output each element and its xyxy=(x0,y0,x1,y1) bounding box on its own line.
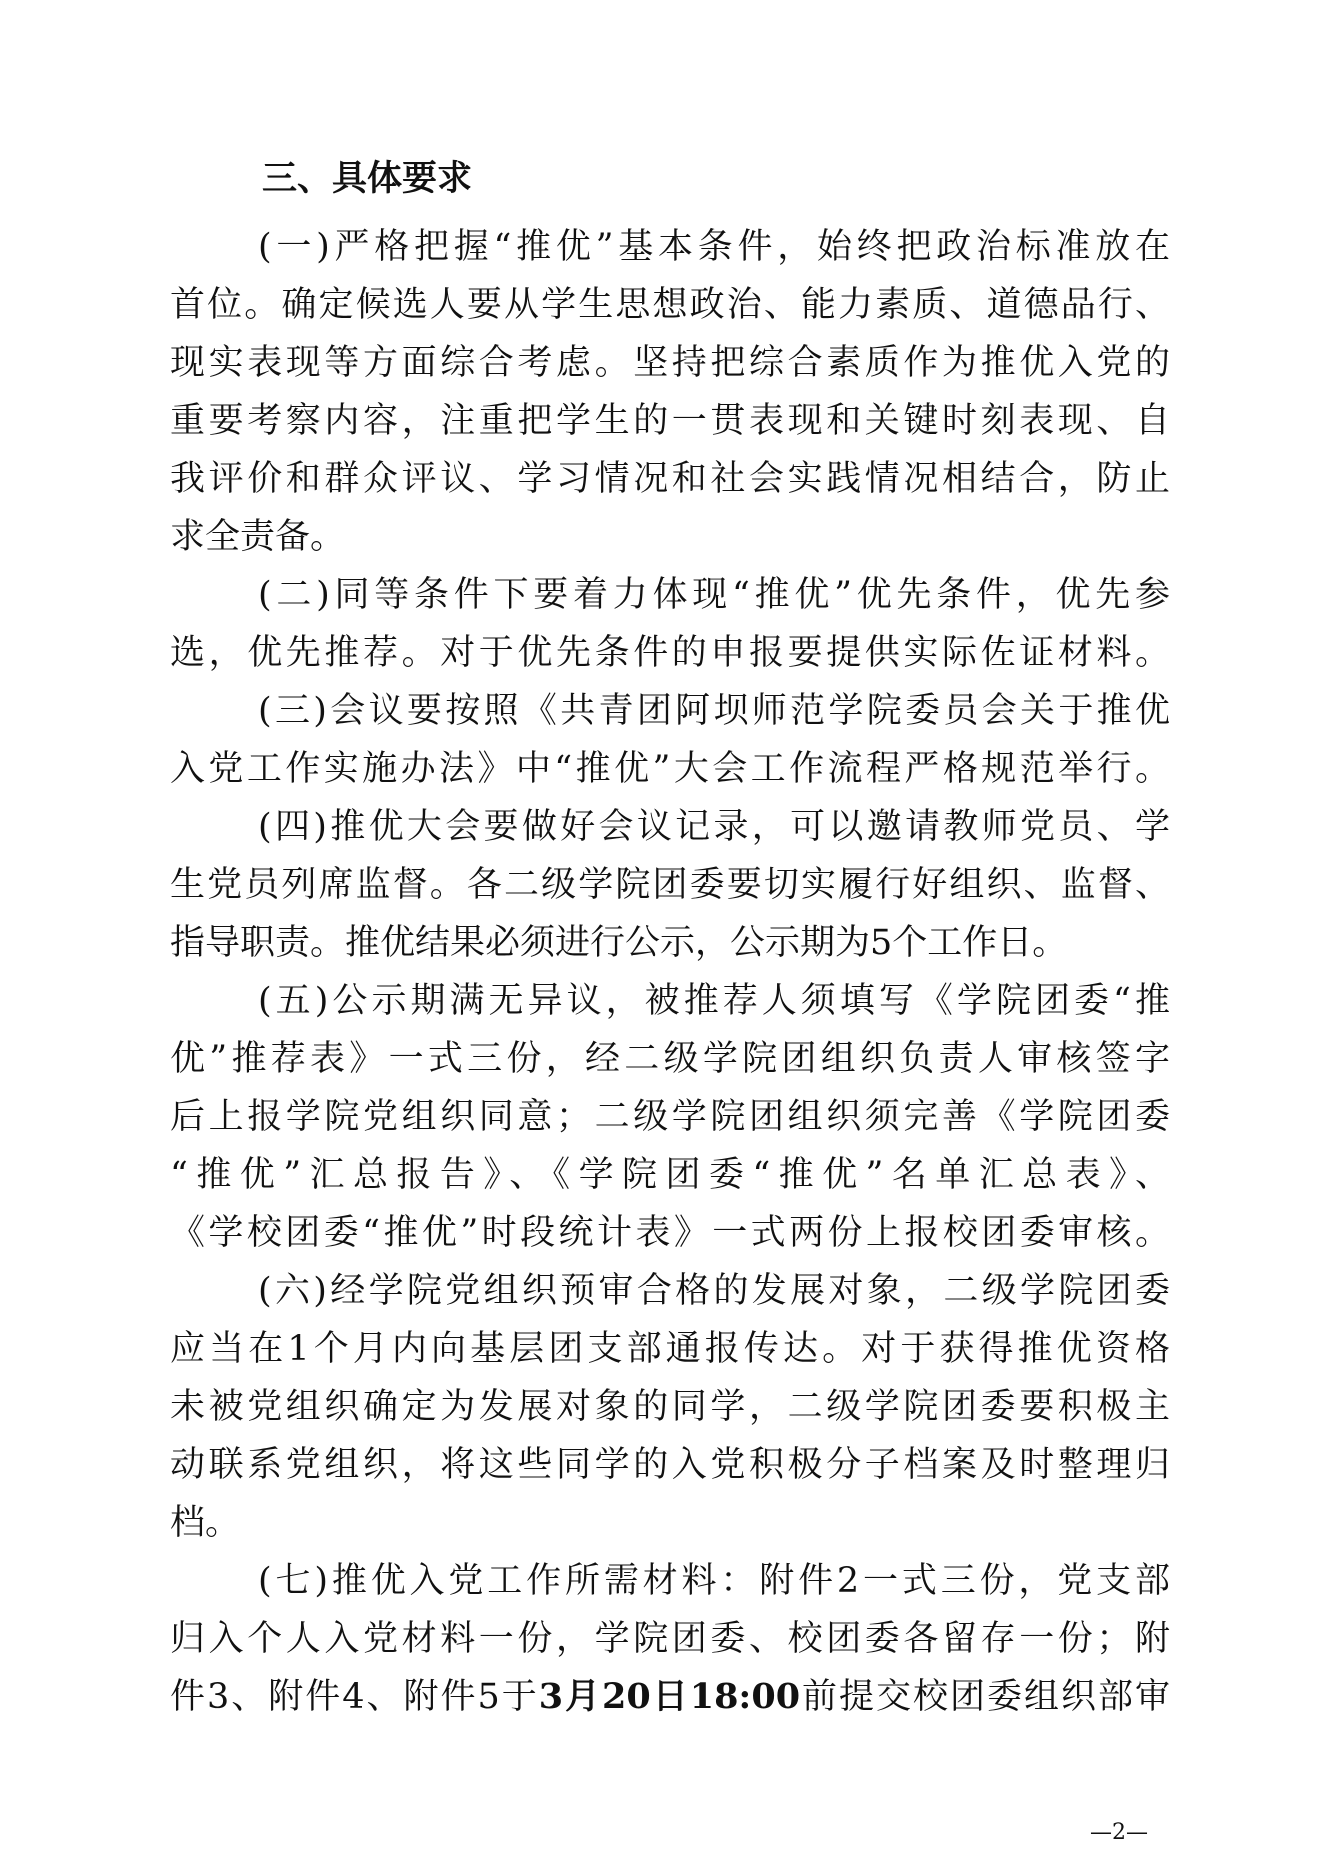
paragraph-line: 指导职责。推优结果必须进行公示，公示期为5个工作日。 xyxy=(170,923,1068,963)
paragraph-line: 应当在1个月内向基层团支部通报传达。对于获得推优资格 xyxy=(170,1329,1170,1369)
paragraph-line: 归入个人入党材料一份，学院团委、校团委各留存一份；附 xyxy=(170,1619,1170,1659)
paragraph-line: (五)公示期满无异议，被推荐人须填写《学院团委“推 xyxy=(258,981,1170,1021)
paragraph-line: 未被党组织确定为发展对象的同学，二级学院团委要积极主 xyxy=(170,1387,1170,1427)
paragraph-line: (六)经学院党组织预审合格的发展对象，二级学院团委 xyxy=(258,1271,1170,1311)
paragraph-line: 现实表现等方面综合考虑。坚持把综合素质作为推优入党的 xyxy=(170,343,1170,383)
paragraph-line: (三)会议要按照《共青团阿坝师范学院委员会关于推优 xyxy=(258,691,1170,731)
paragraph-line: 首位。确定候选人要从学生思想政治、能力素质、道德品行、 xyxy=(170,285,1170,325)
deadline-text-after: 前提交校团委组织部审 xyxy=(800,1677,1170,1717)
paragraph-line: 后上报学院党组织同意；二级学院团组织须完善《学院团委 xyxy=(170,1097,1170,1137)
paragraph-line: 选，优先推荐。对于优先条件的申报要提供实际佐证材料。 xyxy=(170,633,1170,673)
paragraph-line: 动联系党组织，将这些同学的入党积极分子档案及时整理归 xyxy=(170,1445,1170,1485)
paragraph-line: “推优”汇总报告》、《学院团委“推优”名单汇总表》、 xyxy=(170,1155,1170,1195)
paragraph-line: 我评价和群众评议、学习情况和社会实践情况相结合，防止 xyxy=(170,459,1170,499)
paragraph-line-deadline xyxy=(170,1668,1170,1726)
paragraph-line: (二)同等条件下要着力体现“推优”优先条件，优先参 xyxy=(258,575,1170,615)
paragraph-line: 《学校团委“推优”时段统计表》一式两份上报校团委审核。 xyxy=(170,1213,1170,1253)
paragraph-line: 生党员列席监督。各二级学院团委要切实履行好组织、监督、 xyxy=(170,865,1170,905)
deadline-text-before: 件3、附件4、附件5于 xyxy=(170,1677,539,1717)
paragraph-line: (四)推优大会要做好会议记录，可以邀请教师党员、学 xyxy=(258,807,1170,847)
paragraph-line: 重要考察内容，注重把学生的一贯表现和关键时刻表现、自 xyxy=(170,401,1170,441)
paragraph-line: 优”推荐表》一式三份，经二级学院团组织负责人审核签字 xyxy=(170,1039,1170,1079)
paragraph-line: 入党工作实施办法》中“推优”大会工作流程严格规范举行。 xyxy=(170,749,1170,789)
page-number: —2— xyxy=(1090,1820,1148,1845)
paragraph-line: (七)推优入党工作所需材料：附件2一式三份，党支部 xyxy=(258,1561,1170,1601)
deadline-date: 3月20日18:00 xyxy=(538,1676,801,1717)
paragraph-line: 档。 xyxy=(170,1503,241,1543)
section-heading: 三、具体要求 xyxy=(262,159,473,199)
paragraph-line: (一)严格把握“推优”基本条件，始终把政治标准放在 xyxy=(258,227,1170,267)
paragraph-line: 求全责备。 xyxy=(170,517,346,557)
